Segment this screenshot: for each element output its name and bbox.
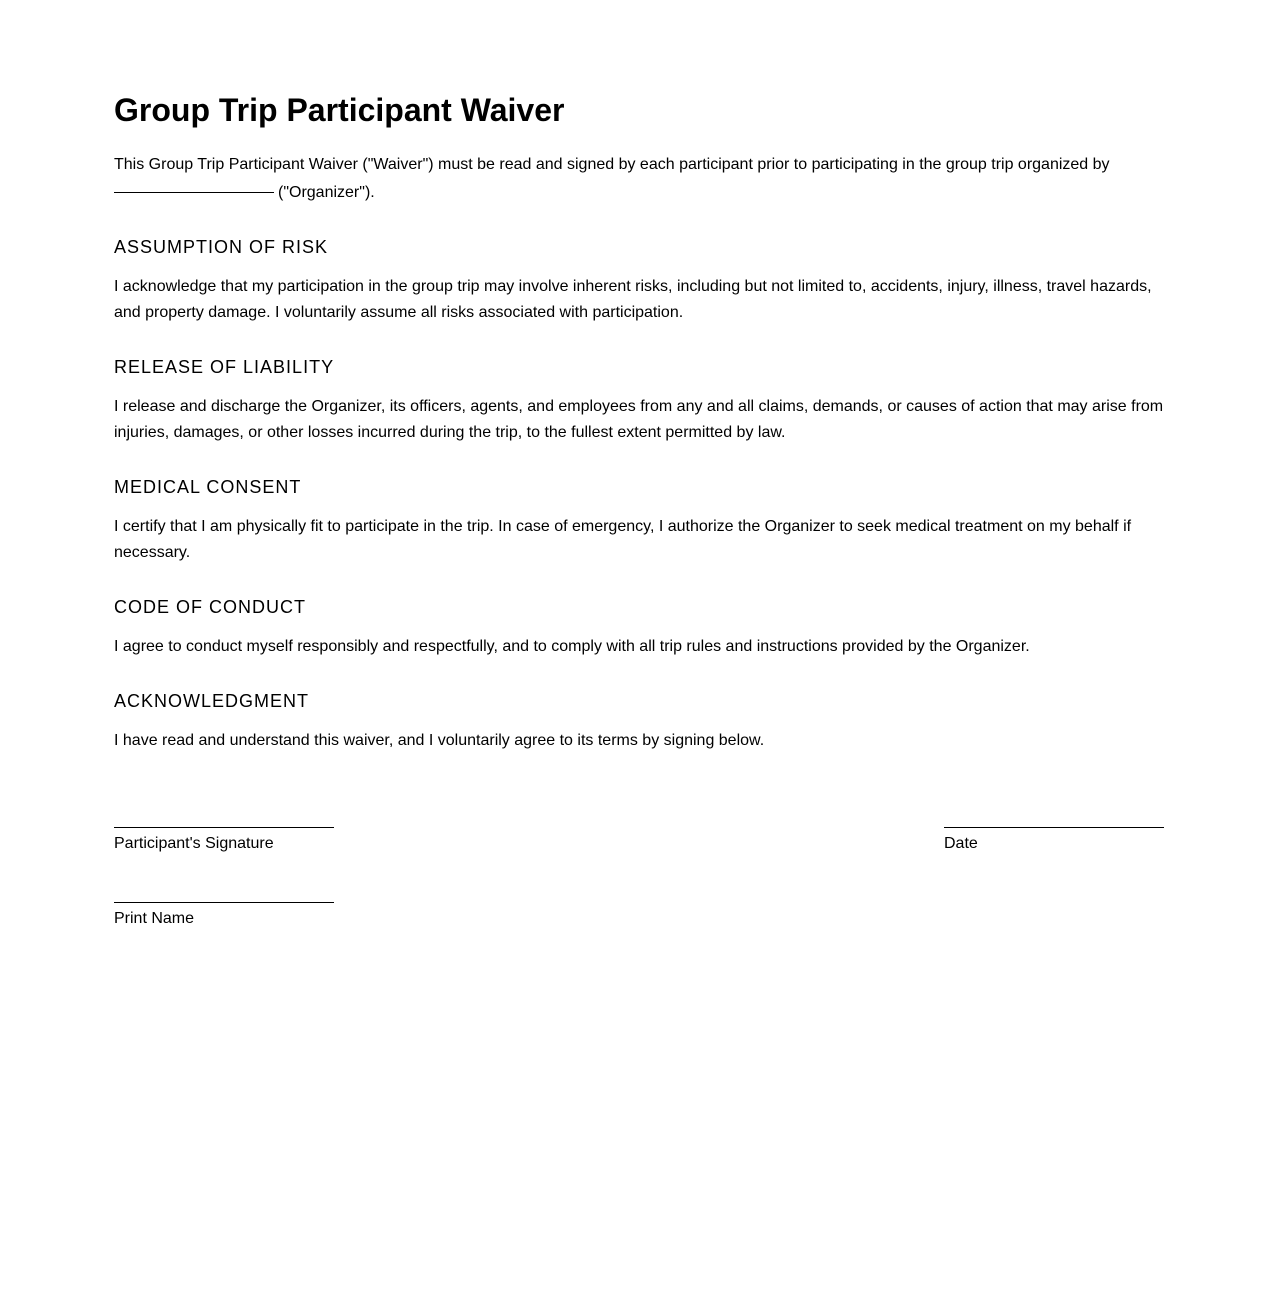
section-body-release-of-liability: I release and discharge the Organizer, its officers, agents, and employees from any and all claims, demands, or causes of action that may arise from injuries, damages, or other losses incurred during the trip, to the fullest extent permitted by law.: [114, 398, 1164, 441]
intro-text: This Group Trip Participant Waiver ("Waiver") must be read and signed by each participant prior to participating in the group trip organized by: [114, 156, 1110, 173]
date-line[interactable]: [944, 827, 1164, 828]
participant-signature-block: [114, 827, 334, 854]
section-body-acknowledgment: I have read and understand this waiver, and I voluntarily agree to its terms by signing below.: [114, 732, 765, 749]
section-body-medical-consent: I certify that I am physically fit to participate in the trip. In case of emergency, I authorize the Organizer to seek medical treatment on my behalf if necessary.: [114, 518, 1132, 561]
section-heading-acknowledgment: ACKNOWLEDGMENT: [114, 691, 310, 711]
intro-organizer-text: ("Organizer").: [278, 184, 375, 201]
section-heading-assumption-of-risk: ASSUMPTION OF RISK: [114, 237, 329, 257]
participant-signature-label: Participant's Signature: [114, 835, 274, 852]
page-title: Group Trip Participant Waiver: [114, 92, 565, 128]
intro-paragraph: [114, 152, 1164, 206]
section-heading-medical-consent: MEDICAL CONSENT: [114, 477, 302, 497]
section-body-assumption-of-risk: I acknowledge that my participation in the group trip may involve inherent risks, including but not limited to, accidents, injury, illness, travel hazards, and property damage. I voluntarily assume all risks associated with participation.: [114, 278, 1152, 321]
signature-row: [114, 827, 1164, 854]
print-name-line[interactable]: [114, 902, 334, 903]
organizer-blank[interactable]: [114, 174, 274, 193]
date-block: [944, 827, 1164, 854]
section-body-code-of-conduct: I agree to conduct myself responsibly and respectfully, and to comply with all trip rules and instructions provided by the Organizer.: [114, 638, 1030, 655]
section-heading-release-of-liability: RELEASE OF LIABILITY: [114, 357, 335, 377]
section-heading-code-of-conduct: CODE OF CONDUCT: [114, 597, 306, 617]
date-label: Date: [944, 835, 978, 852]
print-name-block: [114, 902, 334, 929]
print-name-label: Print Name: [114, 910, 195, 927]
participant-signature-line[interactable]: [114, 827, 334, 828]
